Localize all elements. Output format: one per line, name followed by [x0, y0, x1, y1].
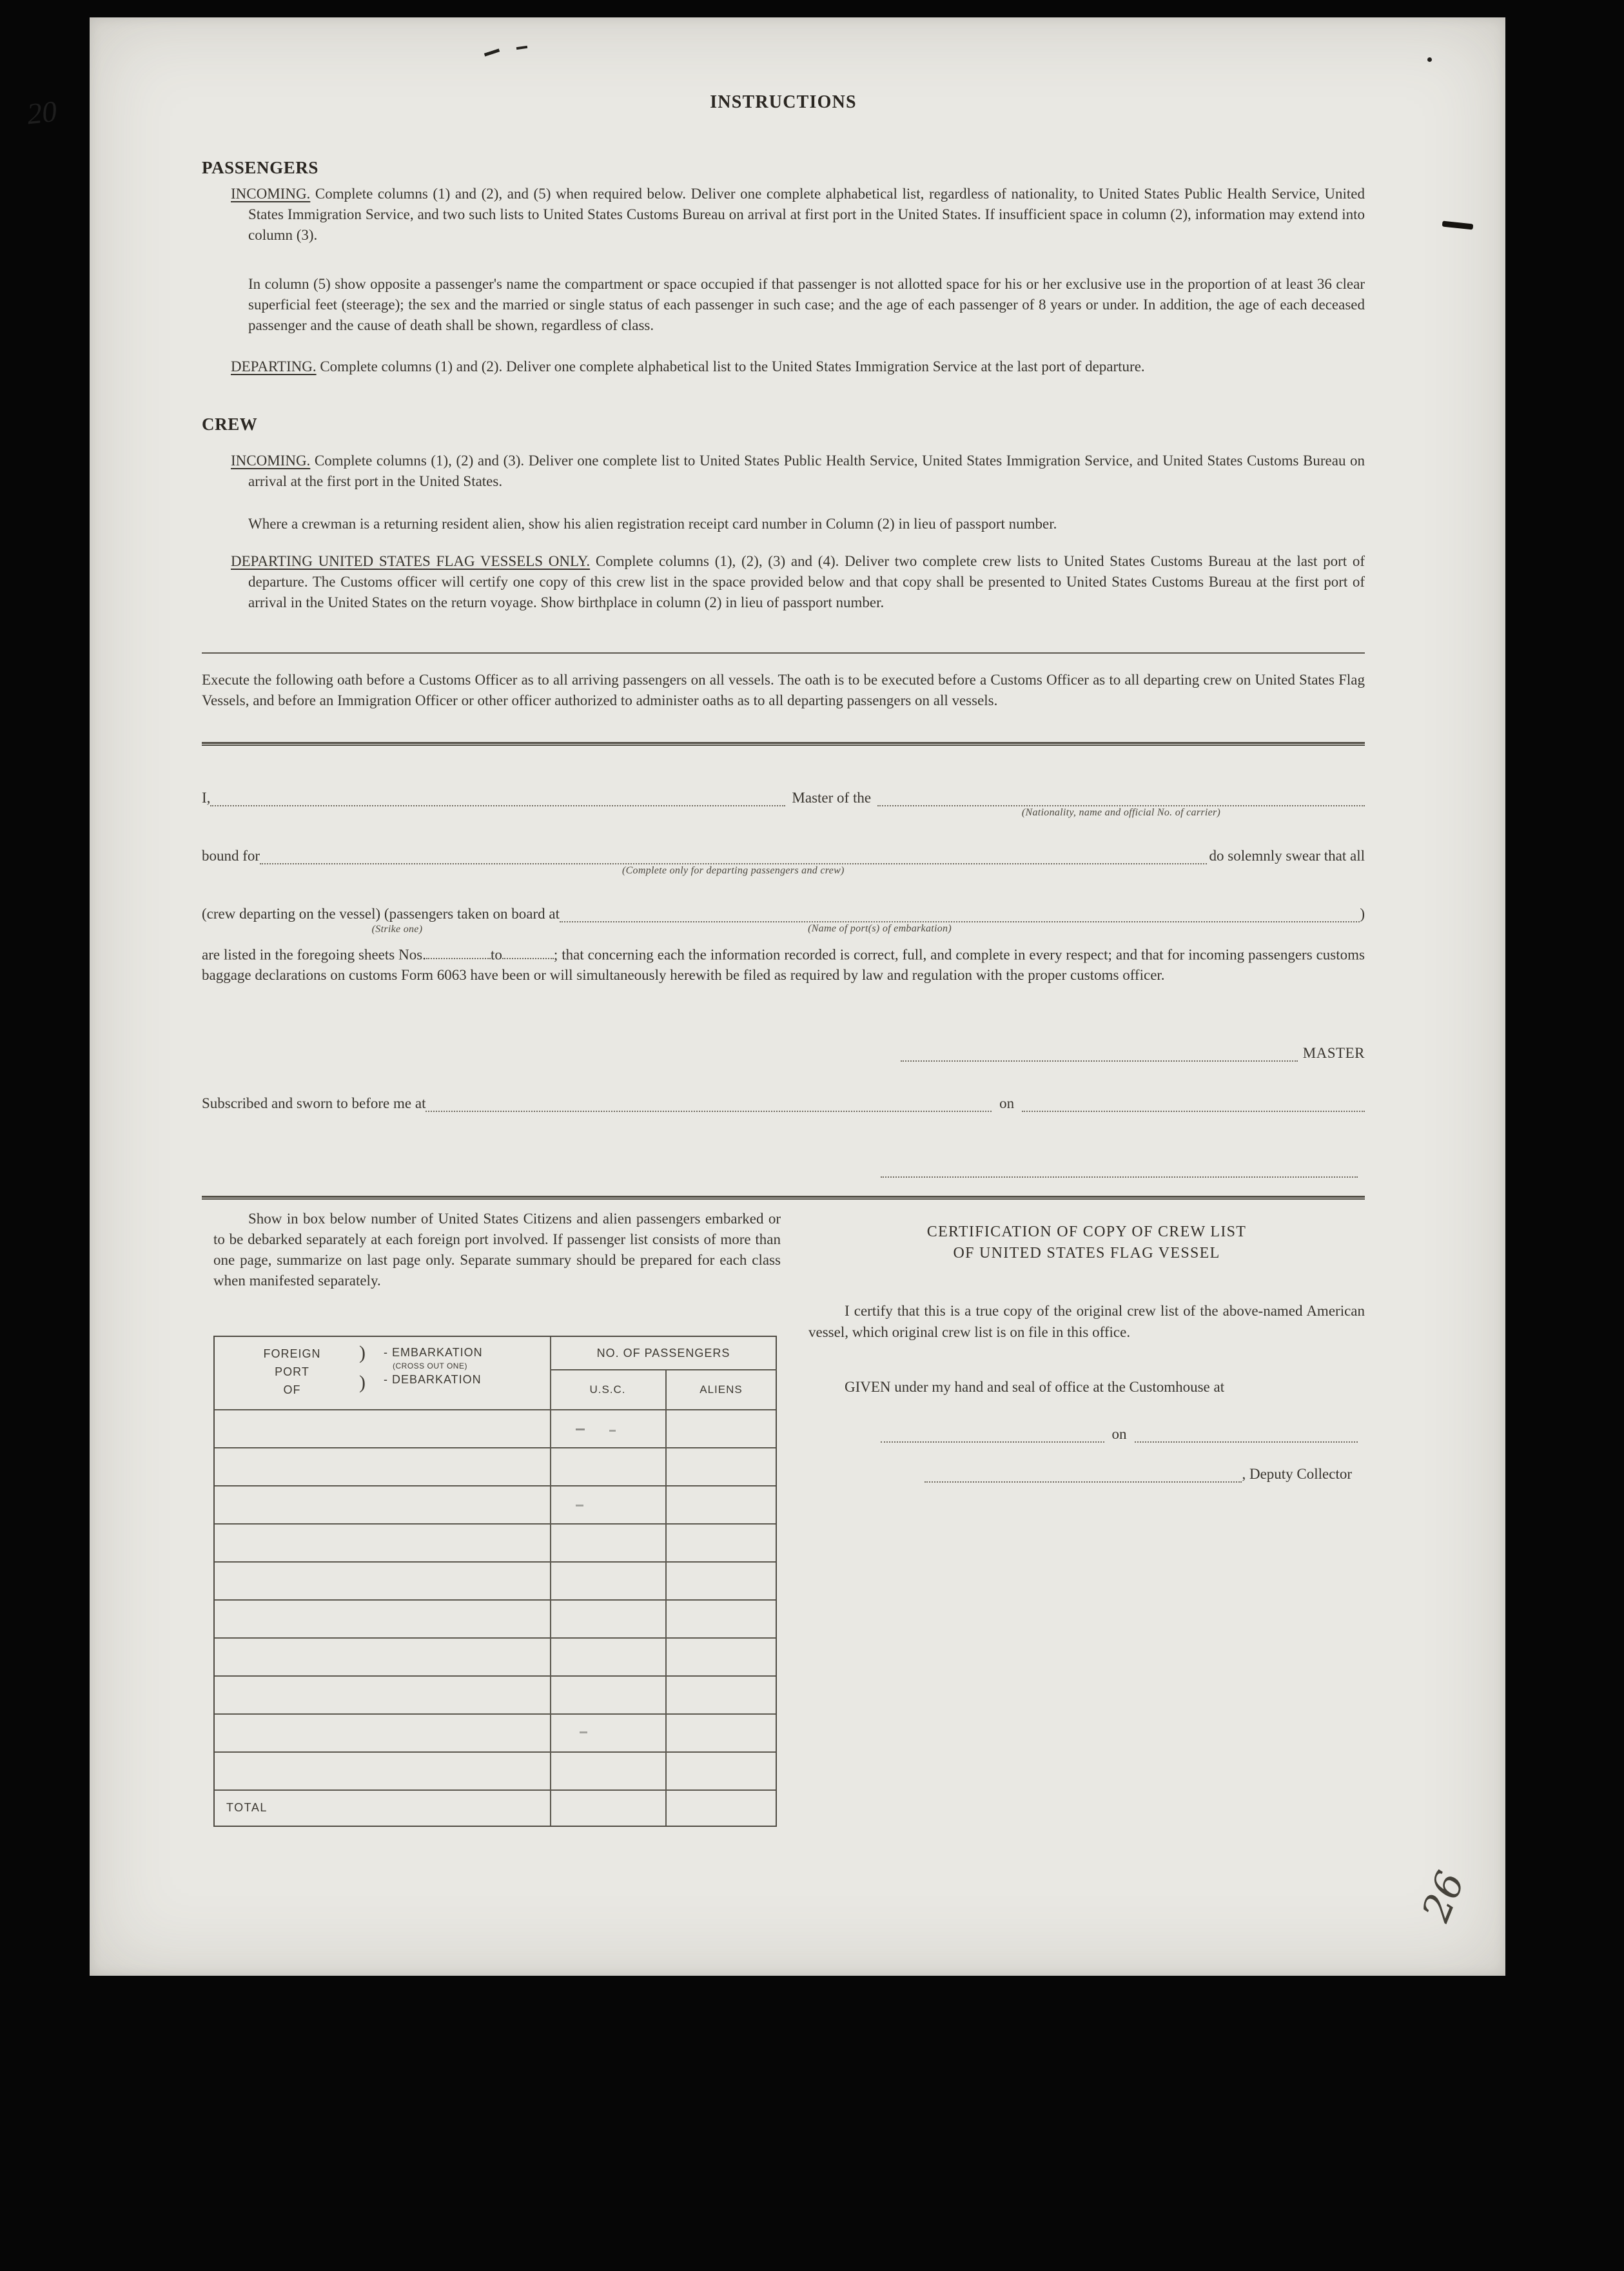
section-divider-rule — [202, 652, 1365, 654]
table-row-line — [215, 1637, 776, 1639]
crew-incoming-paragraph — [231, 451, 1365, 492]
strike-phrase: (crew departing on the vessel) (passengers taken on board at — [202, 906, 560, 922]
sheets-to-line — [502, 944, 554, 959]
cross-out-note: (CROSS OUT ONE) — [393, 1361, 467, 1370]
certification-given-text: GIVEN under my hand and seal of office at the Customhouse at — [845, 1379, 1225, 1395]
handwritten-number: 26 — [1413, 1865, 1474, 1928]
sheets-to-label: to — [490, 946, 502, 963]
crew-departing-text: Complete columns (1), (2), (3) and (4). Deliver two complete crew lists to United States Customs Bureau at the last port of departure. The Customs officer will certify one copy of this crew list in the space provided below and that copy shall be presented to United States Customs Bureau at the first port of arrival in the United States on the return voyage. Show birthplace in column (2) in lieu of passport number. — [248, 553, 1365, 610]
table-usc-header: U.S.C. — [589, 1383, 626, 1396]
master-of-the-label: Master of the — [792, 790, 872, 806]
brace-icon: ) — [359, 1342, 366, 1363]
crew-departing-label: DEPARTING UNITED STATES FLAG VESSELS ONLY. — [231, 553, 591, 569]
oath-master-line — [202, 783, 1365, 818]
oath-top-double-rule — [202, 742, 1365, 746]
table-row-line — [215, 1751, 776, 1753]
table-embark-header — [384, 1346, 483, 1387]
sheets-text-start: are listed in the foregoing sheets Nos. — [202, 946, 426, 963]
master-label: MASTER — [1302, 1045, 1365, 1061]
summary-table — [213, 1336, 777, 1827]
table-aliens-header: ALIENS — [699, 1383, 743, 1396]
summary-instructions-paragraph: Show in box below number of United States Citizens and alien passengers embarked or to be debarked separately at each foreign port involved. If passenger list consists of more than one page, summarize on last page only. Separate summary should be prepared for each class when manifested separately. — [213, 1211, 781, 1289]
oath-intro-paragraph: Execute the following oath before a Customs Officer as to all arriving passengers on all vessels. The oath is to be executed before a Customs Officer as to all departing crew on United States Flag Vessels, and before an Immigration Officer or other officer authorized to administer oaths as to all departing passengers on all vessels. — [202, 672, 1365, 708]
table-header-underline — [215, 1409, 776, 1410]
table-row-line — [215, 1561, 776, 1563]
sworn-place-line — [426, 1089, 992, 1112]
scan-artifact — [1427, 57, 1432, 62]
table-passengers-header: NO. OF PASSENGERS — [596, 1347, 730, 1360]
oath-embarkation-line — [202, 899, 1365, 935]
passengers-departing-paragraph — [231, 356, 1365, 377]
crew-incoming-text: Complete columns (1), (2) and (3). Deliver one complete list to United States Public Health Service, United States Immigration Service, and United States Customs Bureau on arrival at the first port in the United States. — [248, 453, 1365, 489]
page-title: INSTRUCTIONS — [710, 92, 857, 112]
sheets-paragraph — [202, 944, 1365, 986]
subscribed-row — [202, 1089, 1365, 1112]
notary-signature-line — [881, 1155, 1358, 1178]
port-header-line2: PORT — [275, 1365, 309, 1378]
scan-artifact — [609, 1430, 616, 1432]
table-row-line — [215, 1675, 776, 1677]
crew-heading: CREW — [202, 414, 258, 434]
table-row-line — [215, 1713, 776, 1715]
passengers-column5-paragraph: In column (5) show opposite a passenger's name the compartment or space occupied if that passenger is not allotted space for his or her exclusive use in the proportion of at least 36 clear superficial feet (steerage); the sex and the married or single status of each passenger in such case; and the age of each passenger of 8 years or under. In addition, the age of each deceased passenger and the cause of death shall be shown, regardless of class. — [248, 276, 1365, 333]
master-signature-line — [901, 1038, 1298, 1062]
bound-for-destination-line — [260, 841, 1206, 876]
certification-title — [808, 1222, 1365, 1264]
table-total-label: TOTAL — [226, 1801, 268, 1814]
incoming-label: INCOMING. — [231, 186, 311, 202]
table-row-line — [215, 1485, 776, 1486]
certification-title-line1: CERTIFICATION OF COPY OF CREW LIST — [926, 1223, 1247, 1240]
master-signature-row — [202, 1038, 1365, 1062]
master-name-line — [210, 783, 785, 806]
customhouse-date-row — [881, 1419, 1358, 1443]
scan-artifact — [576, 1505, 583, 1506]
table-row-line — [215, 1523, 776, 1525]
table-passengers-header-underline — [550, 1369, 777, 1370]
scan-artifact — [580, 1731, 587, 1733]
embarkation-port-line — [560, 899, 1360, 934]
oath-i-label: I, — [202, 790, 211, 806]
incoming-text: Complete columns (1) and (2), and (5) when required below. Deliver one complete alphabetical list, regardless of nationality, to United States Public Health Service, United States Immigration Service, and two such lists to United States Customs Bureau on arrival at first port in the United States. If insufficient space in column (2), information may extend into column (3). — [248, 186, 1365, 243]
sworn-on-label: on — [999, 1095, 1015, 1111]
deputy-collector-row — [925, 1459, 1352, 1483]
strike-one-caption: (Strike one) — [371, 924, 423, 935]
port-header-line3: OF — [283, 1383, 301, 1396]
sworn-date-line — [1022, 1089, 1365, 1112]
sheets-from-line — [426, 944, 491, 959]
port-header-line1: FOREIGN — [263, 1347, 321, 1360]
table-row-line — [215, 1447, 776, 1448]
crew-resident-alien-paragraph: Where a crewman is a returning resident alien, show his alien registration receipt card number in Column (2) in lieu of passport number. — [248, 516, 1057, 532]
sheets-text-end: ; that concerning each the information recorded is correct, full, and complete in every respect; and that for incoming passengers customs baggage declarations on customs Form 6063 have been or will simultaneously herewith be filed as required by law and regulation with the proper customs officer. — [202, 946, 1365, 984]
deputy-signature-line — [925, 1459, 1242, 1483]
embarkation-port-caption: (Name of port(s) of embarkation) — [808, 923, 952, 934]
scan-artifact — [576, 1428, 585, 1430]
certification-title-line2: OF UNITED STATES FLAG VESSEL — [953, 1245, 1220, 1262]
bound-for-caption: (Complete only for departing passengers and crew) — [621, 865, 845, 876]
brace-icon: ) — [359, 1372, 366, 1393]
certification-body: I certify that this is a true copy of the original crew list of the above-named American vessel, which original crew list is on file in this office. — [808, 1303, 1365, 1340]
customhouse-on-label: on — [1111, 1426, 1127, 1442]
table-usc-aliens-divider — [665, 1369, 667, 1826]
departing-label: DEPARTING. — [231, 358, 317, 375]
crew-departing-paragraph — [231, 551, 1365, 613]
corner-page-number: 20 — [25, 94, 59, 131]
embarkation-label: - EMBARKATION — [384, 1346, 483, 1359]
certification-section — [808, 1222, 1365, 1483]
swear-text: do solemnly swear that all — [1209, 848, 1365, 864]
table-row-line — [215, 1599, 776, 1601]
oath-bound-for-line — [202, 841, 1365, 876]
carrier-name-line — [877, 783, 1365, 818]
deputy-collector-label: , Deputy Collector — [1242, 1466, 1352, 1482]
table-port-header — [240, 1345, 344, 1399]
customhouse-date-line — [1135, 1419, 1358, 1443]
notary-row — [202, 1155, 1358, 1178]
subscribed-label: Subscribed and sworn to before me at — [202, 1095, 426, 1111]
debarkation-label: - DEBARKATION — [384, 1373, 482, 1386]
passengers-incoming-paragraph — [231, 184, 1365, 246]
table-total-row-line — [215, 1789, 776, 1791]
scan-artifact — [484, 48, 500, 56]
scan-artifact — [1442, 221, 1474, 230]
bound-for-label: bound for — [202, 848, 260, 864]
crew-incoming-label: INCOMING. — [231, 453, 311, 469]
carrier-caption: (Nationality, name and official No. of carrier) — [1021, 807, 1221, 818]
document-page — [90, 17, 1505, 1976]
customhouse-place-line — [881, 1419, 1104, 1443]
scan-artifact — [516, 46, 527, 50]
close-paren: ) — [1360, 906, 1365, 922]
passengers-heading: PASSENGERS — [202, 158, 319, 177]
departing-text: Complete columns (1) and (2). Deliver one complete alphabetical list to the United States Immigration Service at the last port of departure. — [320, 358, 1145, 375]
summary-top-double-rule — [202, 1196, 1365, 1200]
